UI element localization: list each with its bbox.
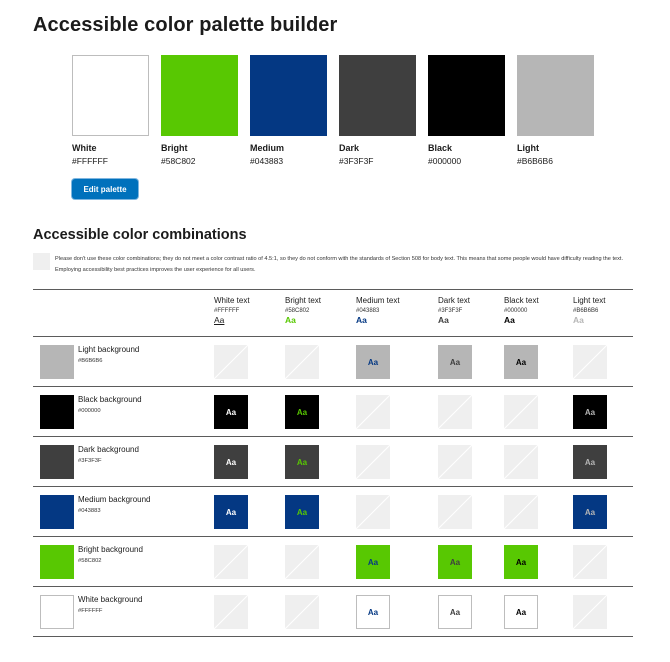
row-swatch [40, 545, 74, 579]
not-accessible-icon [504, 445, 538, 479]
not-accessible-icon [573, 595, 607, 629]
column-header-medium-text [356, 296, 426, 325]
column-hex: #000000 [504, 308, 528, 314]
combination-cell: Aa [438, 595, 472, 629]
row-name: Black background [78, 395, 142, 404]
row-hex: #58C802 [78, 558, 102, 564]
swatch-white [72, 55, 149, 166]
column-sample: Aa [285, 315, 296, 325]
column-hex: #B6B6B6 [573, 308, 599, 314]
combination-cell: Aa [214, 395, 248, 429]
combination-cell: Aa [285, 445, 319, 479]
combination-cell-not-accessible [504, 445, 538, 479]
combination-cell-not-accessible [504, 495, 538, 529]
combination-cell-not-accessible [438, 395, 472, 429]
row-hex: #3F3F3F [78, 458, 102, 464]
not-accessible-icon [356, 495, 390, 529]
column-name: Black text [504, 296, 539, 305]
swatch-hex: #3F3F3F [339, 156, 374, 166]
swatch-bright [161, 55, 238, 166]
swatch-hex: #58C802 [161, 156, 196, 166]
column-name: Bright text [285, 296, 322, 305]
column-header-bright-text [285, 296, 355, 325]
combination-cell-not-accessible [438, 495, 472, 529]
not-accessible-icon [285, 595, 319, 629]
column-name: Dark text [438, 296, 471, 305]
swatch-hex: #000000 [428, 156, 462, 166]
combination-cell-not-accessible [573, 545, 607, 579]
legend-text: Please don't use these color combinations; they do not meet a color contrast ratio of 4.5:1, so they do not conform with the standards of Section 508 for body text. This means that some people would have difficulty reading the text. Employing accessibility best practices improves the user experience for all users. [55, 256, 624, 273]
row-bright-background [33, 537, 633, 587]
combination-cell-not-accessible [285, 345, 319, 379]
combination-cell-not-accessible [356, 445, 390, 479]
not-accessible-icon [214, 595, 248, 629]
row-name: White background [78, 595, 143, 604]
grid-header [33, 290, 633, 337]
column-hex: #043883 [356, 308, 380, 314]
combination-cell: Aa [214, 445, 248, 479]
row-swatch [40, 495, 74, 529]
swatch-name: Dark [339, 143, 360, 153]
column-sample: Aa [573, 315, 584, 325]
swatch-hex: #FFFFFF [72, 156, 108, 166]
row-black-background [33, 387, 633, 437]
combination-cell-not-accessible [214, 595, 248, 629]
row-name: Light background [78, 345, 140, 354]
combination-cell: Aa [438, 345, 472, 379]
combination-cell: Aa [356, 345, 390, 379]
column-sample: Aa [214, 315, 225, 325]
swatch-color [428, 55, 505, 136]
combination-cell-not-accessible [285, 595, 319, 629]
column-name: White text [214, 296, 250, 305]
palette-swatches [72, 55, 594, 166]
column-sample: Aa [356, 315, 367, 325]
not-accessible-icon [438, 495, 472, 529]
swatch-hex: #043883 [250, 156, 284, 166]
swatch-color [72, 55, 149, 136]
row-swatch [40, 345, 74, 379]
column-name: Light text [573, 296, 606, 305]
swatch-dark [339, 55, 416, 166]
row-swatch [40, 395, 74, 429]
swatch-name: Light [517, 143, 539, 153]
combination-cell: Aa [285, 395, 319, 429]
combination-cell: Aa [504, 595, 538, 629]
combination-cell: Aa [504, 545, 538, 579]
combinations-grid [33, 289, 633, 637]
swatch-name: White [72, 143, 97, 153]
column-header-white-text [214, 296, 284, 325]
swatch-name: Black [428, 143, 453, 153]
not-accessible-icon [356, 395, 390, 429]
combination-cell-not-accessible [573, 345, 607, 379]
page-title: Accessible color palette builder [33, 14, 338, 36]
row-hex: #B6B6B6 [78, 358, 103, 364]
combination-cell-not-accessible [285, 545, 319, 579]
swatch-color [250, 55, 327, 136]
combination-cell: Aa [356, 545, 390, 579]
not-accessible-icon [438, 445, 472, 479]
column-header-dark-text [438, 296, 508, 325]
combination-cell-not-accessible [214, 545, 248, 579]
combinations-title: Accessible color combinations [33, 227, 247, 243]
row-hex: #043883 [78, 508, 101, 514]
not-accessible-icon [214, 545, 248, 579]
not-accessible-icon [356, 445, 390, 479]
row-dark-background [33, 437, 633, 487]
column-hex: #3F3F3F [438, 308, 463, 314]
swatch-name: Medium [250, 143, 285, 153]
not-accessible-icon [504, 495, 538, 529]
combination-cell: Aa [214, 495, 248, 529]
row-light-background [33, 337, 633, 387]
not-accessible-icon [214, 345, 248, 379]
swatch-color [517, 55, 594, 136]
combination-cell: Aa [285, 495, 319, 529]
swatch-light [517, 55, 594, 166]
not-accessible-icon [438, 395, 472, 429]
combination-cell: Aa [504, 345, 538, 379]
combination-cell-not-accessible [573, 595, 607, 629]
row-white-background [33, 587, 633, 637]
swatch-name: Bright [161, 143, 188, 153]
column-sample: Aa [504, 315, 515, 325]
swatch-black [428, 55, 505, 166]
edit-palette-button[interactable]: Edit palette [72, 179, 138, 199]
row-name: Medium background [78, 495, 151, 504]
combination-cell: Aa [573, 445, 607, 479]
column-name: Medium text [356, 296, 400, 305]
column-hex: #FFFFFF [214, 308, 240, 314]
row-medium-background [33, 487, 633, 537]
combination-cell: Aa [356, 595, 390, 629]
combination-cell: Aa [438, 545, 472, 579]
row-swatch [40, 595, 74, 629]
combination-cell-not-accessible [438, 445, 472, 479]
combination-cell: Aa [573, 395, 607, 429]
row-name: Bright background [78, 545, 143, 554]
column-header-light-text [573, 296, 643, 325]
not-accessible-icon [33, 253, 50, 270]
not-accessible-icon [573, 545, 607, 579]
not-accessible-icon [285, 545, 319, 579]
row-name: Dark background [78, 445, 139, 454]
not-accessible-icon [573, 345, 607, 379]
swatch-color [339, 55, 416, 136]
swatch-color [161, 55, 238, 136]
column-sample: Aa [438, 315, 449, 325]
combination-cell-not-accessible [356, 395, 390, 429]
combination-cell-not-accessible [356, 495, 390, 529]
swatch-hex: #B6B6B6 [517, 156, 553, 166]
combination-cell-not-accessible [504, 395, 538, 429]
row-hex: #FFFFFF [78, 608, 103, 614]
swatch-medium [250, 55, 327, 166]
combination-cell: Aa [573, 495, 607, 529]
not-accessible-icon [285, 345, 319, 379]
column-header-black-text [504, 296, 574, 325]
row-swatch [40, 445, 74, 479]
row-hex: #000000 [78, 408, 101, 414]
not-accessible-icon [504, 395, 538, 429]
column-hex: #58C802 [285, 308, 310, 314]
combination-cell-not-accessible [214, 345, 248, 379]
